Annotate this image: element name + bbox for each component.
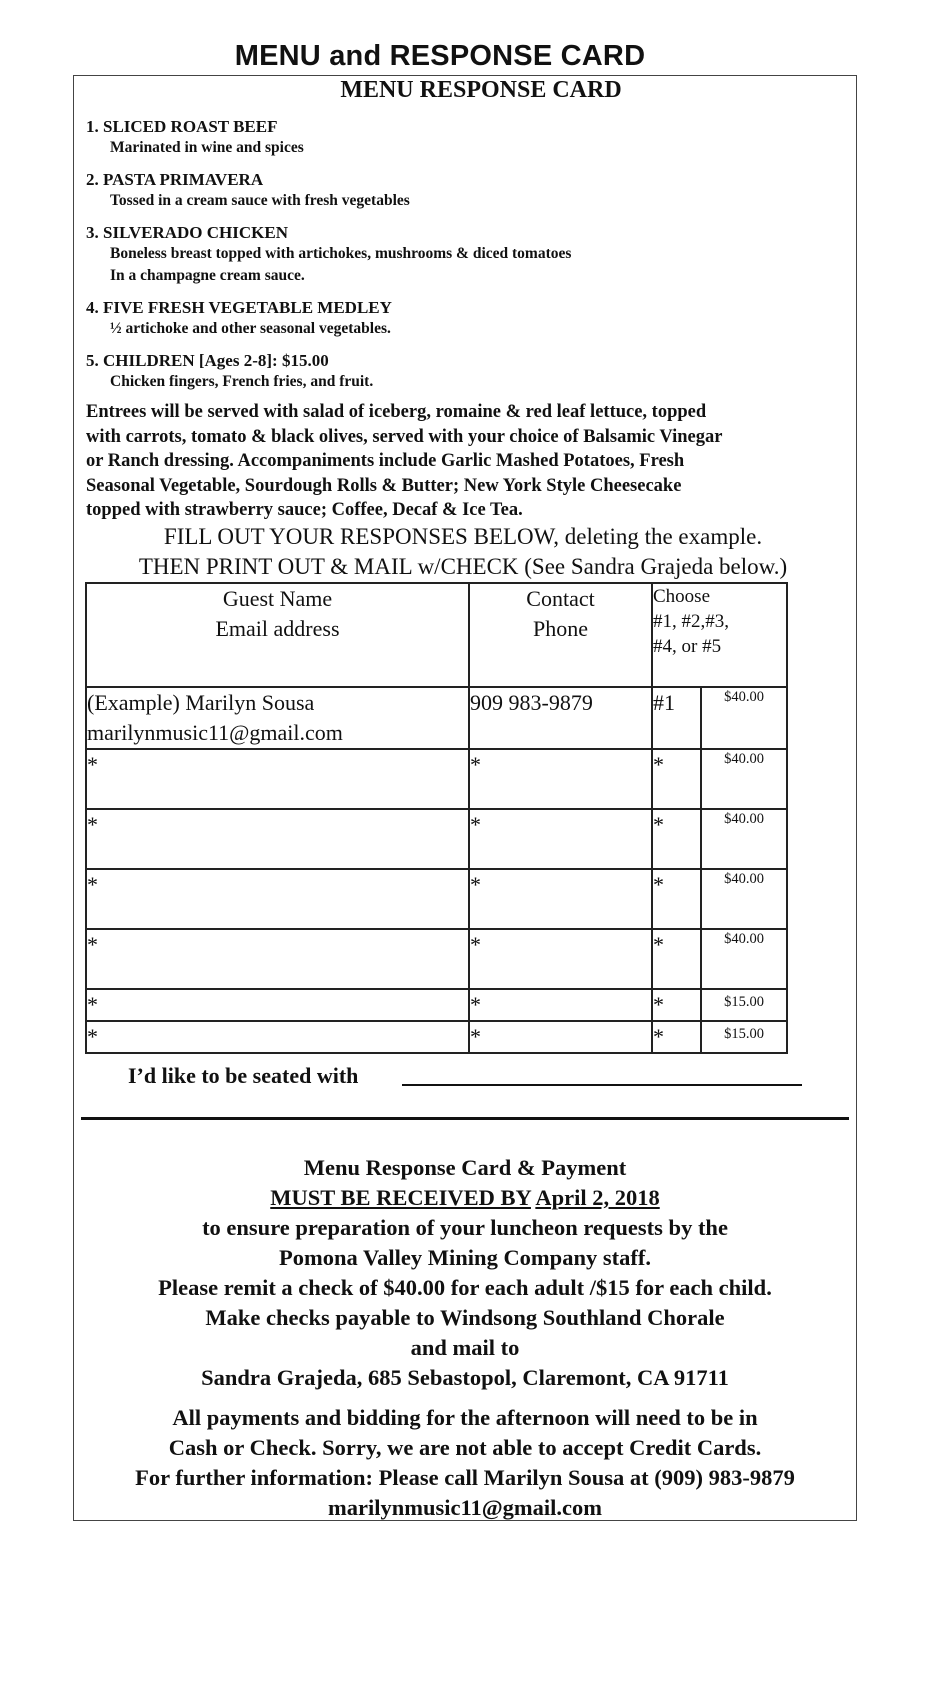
choice-cell[interactable]: * [652, 989, 701, 1021]
menu-item-children [86, 350, 846, 393]
header-choose: Choose #1, #2,#3, #4, or #5 [652, 583, 787, 687]
choice-cell[interactable]: * [652, 929, 701, 989]
intro-line: with carrots, tomato & black olives, served with your choice of Balsamic Vinegar [86, 426, 723, 447]
card-heading: MENU RESPONSE CARD [340, 77, 622, 103]
phone-cell[interactable]: * [469, 869, 652, 929]
menu-item-title: 2. PASTA PRIMAVERA [86, 170, 264, 189]
menu-item-roast-beef [86, 116, 846, 159]
guest-name-cell[interactable]: * [86, 929, 469, 989]
payment-line: Make checks payable to Windsong Southland Chorale [205, 1305, 725, 1330]
guest-name-cell[interactable]: * [86, 749, 469, 809]
menu-item-pasta-primavera [86, 169, 846, 212]
phone-cell[interactable]: * [469, 809, 652, 869]
seating-label: I’d like to be seated with [128, 1063, 359, 1088]
seating-blank-line[interactable] [402, 1084, 802, 1086]
intro-line: topped with strawberry sauce; Coffee, Decaf & Ice Tea. [86, 500, 523, 520]
menu-item-description: In a champagne cream sauce. [110, 267, 305, 284]
choice-cell[interactable]: * [652, 749, 701, 809]
choice-cell[interactable]: * [652, 1021, 701, 1053]
table-header-row [86, 583, 787, 687]
example-price-cell: $40.00 [701, 687, 787, 749]
menu-item-title: 5. CHILDREN [Ages 2-8]: $15.00 [86, 351, 329, 370]
price-cell: $40.00 [701, 869, 787, 929]
table-row [86, 749, 787, 809]
menu-item-description: Chicken fingers, French fries, and fruit. [110, 373, 374, 390]
price-cell: $15.00 [701, 1021, 787, 1053]
phone-cell[interactable]: * [469, 1021, 652, 1053]
payment-line: Pomona Valley Mining Company staff. [279, 1245, 651, 1270]
menu-item-title: 3. SILVERADO CHICKEN [86, 223, 288, 242]
choice-cell[interactable]: * [652, 869, 701, 929]
instruction-fill-out: FILL OUT YOUR RESPONSES BELOW, deleting the example. [163, 524, 763, 549]
instruction-print-mail: THEN PRINT OUT & MAIL w/CHECK (See Sandra Grajeda below.) [138, 554, 788, 579]
table-row [86, 989, 787, 1021]
section-divider [81, 1117, 849, 1120]
price-cell: $40.00 [701, 809, 787, 869]
example-choice-cell: #1 [652, 687, 701, 749]
menu-item-silverado-chicken [86, 222, 846, 287]
menu-item-description: Boneless breast topped with artichokes, mushrooms & diced tomatoes [110, 245, 572, 262]
menu-item-description: Marinated in wine and spices [110, 139, 304, 156]
menu-item-title: 1. SLICED ROAST BEEF [86, 117, 278, 136]
price-cell: $40.00 [701, 929, 787, 989]
mailing-address: Sandra Grajeda, 685 Sebastopol, Claremont, CA 91711 [201, 1365, 729, 1390]
menu-item-description: ½ artichoke and other seasonal vegetables. [110, 320, 391, 337]
menu-item-title: 4. FIVE FRESH VEGETABLE MEDLEY [86, 298, 392, 317]
table-row [86, 1021, 787, 1053]
phone-cell[interactable]: * [469, 749, 652, 809]
menu-item-description: Tossed in a cream sauce with fresh vegetables [110, 192, 410, 209]
guest-name-cell[interactable]: * [86, 1021, 469, 1053]
table-row [86, 929, 787, 989]
notice-line: Cash or Check. Sorry, we are not able to accept Credit Cards. [168, 1435, 762, 1460]
notice-line: For further information: Please call Marilyn Sousa at (909) 983-9879 [135, 1465, 795, 1490]
price-cell: $15.00 [701, 989, 787, 1021]
payment-line: and mail to [410, 1335, 520, 1360]
intro-line: or Ranch dressing. Accompaniments include Garlic Mashed Potatoes, Fresh [86, 451, 685, 471]
header-contact-phone: Contact Phone [469, 583, 652, 687]
table-row [86, 869, 787, 929]
example-phone-cell: 909 983-9879 [469, 687, 652, 749]
price-cell: $40.00 [701, 749, 787, 809]
notice-line: All payments and bidding for the afternoon will need to be in [172, 1405, 758, 1430]
example-guest-cell: (Example) Marilyn Sousa marilynmusic11@gmail.com [86, 687, 469, 749]
guest-name-cell[interactable]: * [86, 869, 469, 929]
intro-line: Seasonal Vegetable, Sourdough Rolls & Butter; New York Style Cheesecake [86, 475, 682, 496]
guest-name-cell[interactable]: * [86, 989, 469, 1021]
document-title: MENU and RESPONSE CARD [234, 40, 646, 72]
choice-cell[interactable]: * [652, 809, 701, 869]
menu-item-vegetable-medley [86, 297, 846, 340]
guest-response-table [85, 582, 788, 1054]
table-row-example [86, 687, 787, 749]
deadline-label: MUST BE RECEIVED BY [270, 1185, 531, 1210]
phone-cell[interactable]: * [469, 929, 652, 989]
payment-heading: Menu Response Card & Payment [303, 1155, 627, 1180]
menu-list [86, 116, 846, 403]
payment-line: Please remit a check of $40.00 for each adult /$15 for each child. [158, 1275, 772, 1300]
phone-cell[interactable]: * [469, 989, 652, 1021]
payment-line: to ensure preparation of your luncheon requests by the [202, 1215, 728, 1240]
guest-name-cell[interactable]: * [86, 809, 469, 869]
header-guest-name: Guest Name Email address [86, 583, 469, 687]
contact-email: marilynmusic11@gmail.com [327, 1495, 603, 1520]
menu-accompaniments-text [86, 400, 846, 523]
payment-deadline [73, 1185, 857, 1211]
deadline-date: April 2, 2018 [535, 1185, 660, 1210]
intro-line: Entrees will be served with salad of iceberg, romaine & red leaf lettuce, topped [86, 402, 707, 422]
table-row [86, 809, 787, 869]
